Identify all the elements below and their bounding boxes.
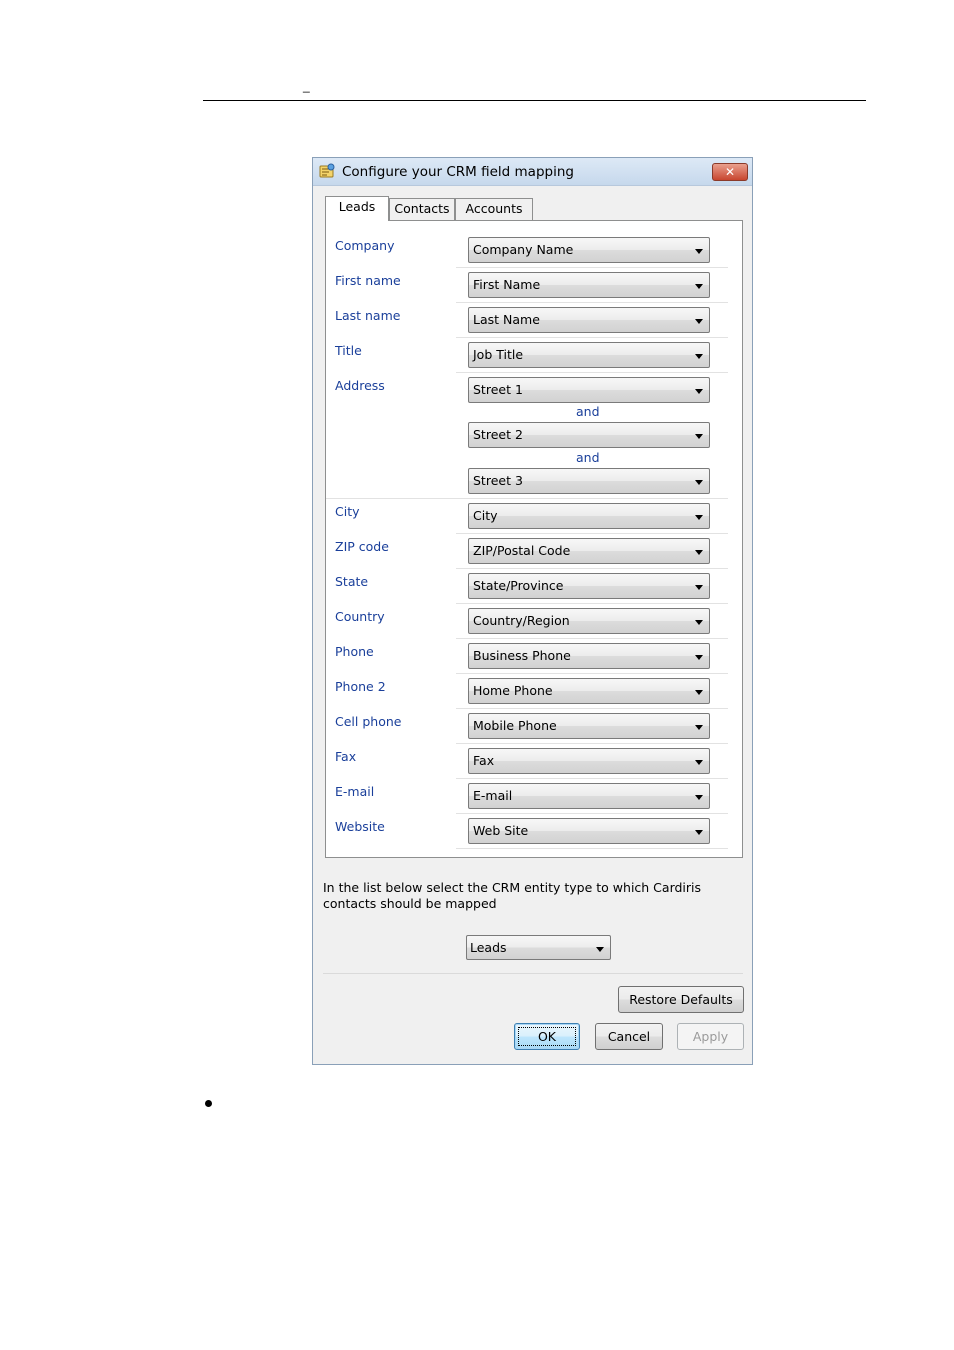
combo-value: Last Name [473,312,540,327]
field-label-website: Website [335,819,385,834]
row-separator [456,743,728,744]
app-icon [318,163,336,181]
dialog-title: Configure your CRM field mapping [342,164,574,180]
entity-type-select[interactable] [466,935,611,960]
chevron-down-icon [695,655,703,660]
field-label-city: City [335,504,360,519]
focus-ring [518,1027,576,1046]
combo-value: E-mail [473,788,513,803]
row-separator [456,813,728,814]
chevron-down-icon [695,620,703,625]
chevron-down-icon [695,690,703,695]
row-separator [456,337,728,338]
combo-value: ZIP/Postal Code [473,543,571,558]
chevron-down-icon [695,249,703,254]
entity-type-instruction: In the list below select the CRM entity type to which Cardiris contacts should be mapped [323,880,702,911]
field-label-address: Address [335,378,385,393]
combo-email[interactable] [468,783,710,809]
combo-phone-2[interactable] [468,678,710,704]
chevron-down-icon [695,319,703,324]
chevron-down-icon [695,284,703,289]
combo-country[interactable] [468,608,710,634]
ok-button[interactable] [514,1023,580,1050]
close-icon: ✕ [724,165,736,179]
leads-tab-panel [325,220,743,858]
combo-value: Street 1 [473,382,523,397]
chevron-down-icon [695,585,703,590]
cancel-button[interactable]: Cancel [595,1023,663,1050]
field-label-country: Country [335,609,385,624]
header-mark: _ [303,79,310,93]
section-separator [326,498,728,499]
chevron-down-icon [695,480,703,485]
combo-value: Web Site [473,823,529,838]
restore-defaults-button[interactable]: Restore Defaults [618,986,744,1013]
chevron-down-icon [695,725,703,730]
and-connector: and [576,404,600,419]
header-rule [203,100,866,101]
tab-contacts[interactable]: Contacts [389,198,455,220]
field-label-zip-code: ZIP code [335,539,389,554]
chevron-down-icon [695,830,703,835]
combo-last-name[interactable] [468,307,710,333]
ok-button-label: OK [537,1029,557,1044]
row-separator [456,533,728,534]
combo-value: Fax [473,753,495,768]
field-label-phone: Phone [335,644,374,659]
title-bar [313,158,752,186]
combo-zip-code[interactable] [468,538,710,564]
field-label-title: Title [335,343,362,358]
field-label-first-name: First name [335,273,401,288]
combo-value: City [473,508,498,523]
combo-value: Business Phone [473,648,571,663]
apply-button[interactable]: Apply [677,1023,744,1050]
combo-street-1[interactable] [468,377,710,403]
chevron-down-icon [695,760,703,765]
chevron-down-icon [695,795,703,800]
combo-value: Street 2 [473,427,523,442]
field-label-company: Company [335,238,395,253]
row-separator [456,302,728,303]
chevron-down-icon [695,389,703,394]
row-separator [456,778,728,779]
combo-value: First Name [473,277,541,292]
field-label-phone-2: Phone 2 [335,679,386,694]
combo-value: Country/Region [473,613,570,628]
crm-mapping-dialog [312,157,753,1065]
combo-first-name[interactable] [468,272,710,298]
chevron-down-icon [695,434,703,439]
combo-fax[interactable] [468,748,710,774]
row-separator [456,267,728,268]
row-separator [456,603,728,604]
combo-value: Company Name [473,242,574,257]
combo-street-2[interactable] [468,422,710,448]
combo-value: Home Phone [473,683,553,698]
field-label-cell-phone: Cell phone [335,714,402,729]
combo-city[interactable] [468,503,710,529]
combo-phone[interactable] [468,643,710,669]
bullet-point [205,1100,212,1107]
row-separator [456,848,728,849]
row-separator [456,372,728,373]
row-separator [456,673,728,674]
and-connector: and [576,450,600,465]
combo-website[interactable] [468,818,710,844]
section-separator [323,973,743,974]
combo-title[interactable] [468,342,710,368]
field-label-state: State [335,574,369,589]
combo-value: Mobile Phone [473,718,557,733]
field-label-last-name: Last name [335,308,401,323]
combo-cell-phone[interactable] [468,713,710,739]
close-button[interactable] [712,163,748,181]
row-separator [456,568,728,569]
combo-state[interactable] [468,573,710,599]
chevron-down-icon [695,550,703,555]
chevron-down-icon [596,947,604,952]
row-separator [456,708,728,709]
tab-leads[interactable]: Leads [325,196,389,221]
tab-accounts[interactable]: Accounts [455,198,533,220]
field-label-fax: Fax [335,749,357,764]
chevron-down-icon [695,515,703,520]
field-label-email: E-mail [335,784,375,799]
chevron-down-icon [695,354,703,359]
entity-type-value: Leads [470,940,507,955]
combo-value: State/Province [473,578,564,593]
combo-street-3[interactable] [468,468,710,494]
row-separator [456,638,728,639]
combo-company[interactable] [468,237,710,263]
combo-value: Job Title [473,347,524,362]
combo-value: Street 3 [473,473,523,488]
